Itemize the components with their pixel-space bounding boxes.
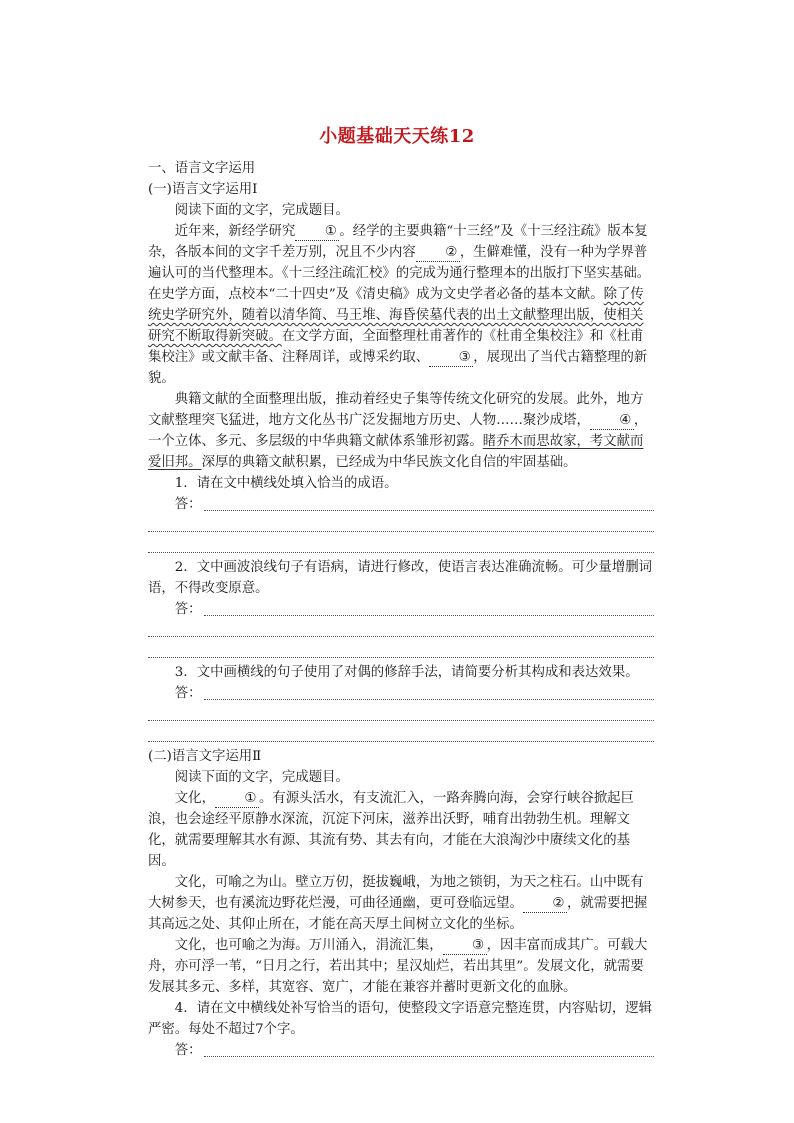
text: 文化，可喻之为山。壁立万仞，挺拔巍峨，为地之锁钥，为天之柱石。山中既有大树参天，也有溪流边野花烂漫，可曲径通幽，更可登临远望。 (148, 875, 644, 911)
text: 近年来，新经学研究 (174, 224, 296, 239)
blank-2: ② (416, 245, 460, 262)
text: ，生僻难懂，没有一种为学界普遍认可的当代整理本。《十三经注疏汇校》的完成为通行整理本的出版打下坚实基础。在史学方面，点校本“二十四史”及《清史稿》成为文史学者必备的基本文献。 (148, 245, 651, 302)
section1-heading: (一)语言文字运用Ⅰ (148, 182, 258, 197)
section2-heading: (二)语言文字运用Ⅱ (148, 749, 262, 764)
wavy-underlined-sentence: 除了传统史学研究外，随着以清华简、马王堆、海昏侯墓代表的出土文献整理出版，使相关研究不断取得新突破。 (148, 287, 644, 344)
answer-dotted-line (148, 704, 654, 721)
section1-paragraph-2 (148, 389, 654, 473)
question-1: 1．请在文中横线处填入恰当的成语。 (174, 476, 398, 491)
document-body (148, 158, 654, 1061)
answer-line-q3[interactable] (175, 683, 654, 704)
answer-dotted-line (204, 1056, 654, 1057)
text: 在文学方面，全面整理杜甫著作的《杜甫全集校注》和《杜甫集校注》或文献丰备、注释周详，或博采约取、 (148, 329, 644, 365)
text: 深厚的典籍文献积累，已经成为中华民族文化自信的牢固基础。 (201, 455, 577, 470)
answer-line-q4[interactable] (175, 1040, 654, 1061)
blank-2: ② (523, 896, 567, 913)
blank-1: ① (215, 791, 259, 808)
section2-paragraph-3 (148, 935, 654, 998)
text: 。经学的主要典籍“十三经”及《十三经注疏》版本复杂，各版本间的文字千差万别，况且不少内容 (148, 224, 648, 260)
text: ，就需要把握其高远之处、其仰止所在，才能在高天厚土间树立文化的坐标。 (148, 896, 648, 932)
question-2: 2．文中画波浪线句子有语病，请进行修改，使语言表达准确流畅。可少量增删词语，不得改变原意。 (148, 560, 652, 596)
question-4: 4．请在文中横线处补写恰当的语句，使整段文字语意完整连贯，内容贴切，逻辑严密。每处不超过7个字。 (148, 1001, 652, 1037)
answer-dotted-line (204, 699, 654, 700)
answer-dotted-line (204, 615, 654, 616)
blank-3: ③ (443, 938, 487, 955)
question-3: 3．文中画横线的句子使用了对偶的修辞手法，请简要分析其构成和表达效果。 (174, 665, 639, 680)
section1-intro: 阅读下面的文字，完成题目。 (174, 203, 349, 218)
part-heading: 一、语言文字运用 (148, 161, 256, 176)
answer-line[interactable] (148, 515, 654, 536)
answer-line[interactable] (148, 725, 654, 746)
answer-dotted-line (148, 641, 654, 658)
answer-line[interactable] (148, 704, 654, 725)
blank-4: ④ (590, 413, 634, 430)
section2-paragraph-2 (148, 872, 654, 935)
text: 。有源头活水，有支流汇入，一路奔腾向海，会穿行峡谷掀起巨浪，也会途经平原静水深流，沉淀下河床，滋养出沃野，哺育出勃勃生机。理解文化，就需要理解其水有源、其流有势、其去有向，才能在大浪淘沙中赓续文化的基因。 (148, 791, 634, 869)
page-title: 小题基础天天练12 (319, 126, 475, 147)
answer-dotted-line (204, 510, 654, 511)
answer-dotted-line (148, 620, 654, 637)
answer-label: 答： (174, 686, 202, 701)
answer-dotted-line (148, 725, 654, 742)
answer-dotted-line (148, 515, 654, 532)
text: 典籍文献的全面整理出版，推动着经史子集等传统文化研究的发展。此外，地方文献整理突飞猛进，地方文化丛书广泛发掘地方历史、人物……聚沙成塔， (148, 392, 644, 428)
blank-1: ① (295, 224, 339, 241)
blank-3: ③ (429, 350, 473, 367)
text: ，因丰富而成其广。可载大舟，亦可浮一苇，“日月之行，若出其中；星汉灿烂，若出其里”。发展文化，就需要发展其多元、多样，其宽容、宽广，才能在兼容并蓄时更新文化的血脉。 (148, 938, 648, 995)
text: 文化， (174, 791, 215, 806)
answer-dotted-line (148, 536, 654, 553)
answer-line[interactable] (148, 620, 654, 641)
text: ，一个立体、多元、多层级的中华典籍文献体系雏形初露。 (148, 413, 648, 449)
text: ，展现出了当代古籍整理的新貌。 (148, 350, 648, 386)
answer-label: 答： (174, 602, 202, 617)
section2-paragraph-1 (148, 788, 654, 872)
answer-line[interactable] (148, 641, 654, 662)
answer-line[interactable] (148, 536, 654, 557)
answer-label: 答： (174, 1043, 202, 1058)
answer-line-q1[interactable] (175, 494, 654, 515)
section1-paragraph-1 (148, 221, 654, 389)
section2-intro: 阅读下面的文字，完成题目。 (174, 770, 349, 785)
text: 文化，也可喻之为海。万川涌入，涓流汇集， (174, 938, 443, 953)
underlined-sentence: 睹乔木而思故家，考文献而爱旧邦。 (148, 434, 644, 470)
answer-label: 答： (174, 497, 202, 512)
answer-line-q2[interactable] (175, 599, 654, 620)
